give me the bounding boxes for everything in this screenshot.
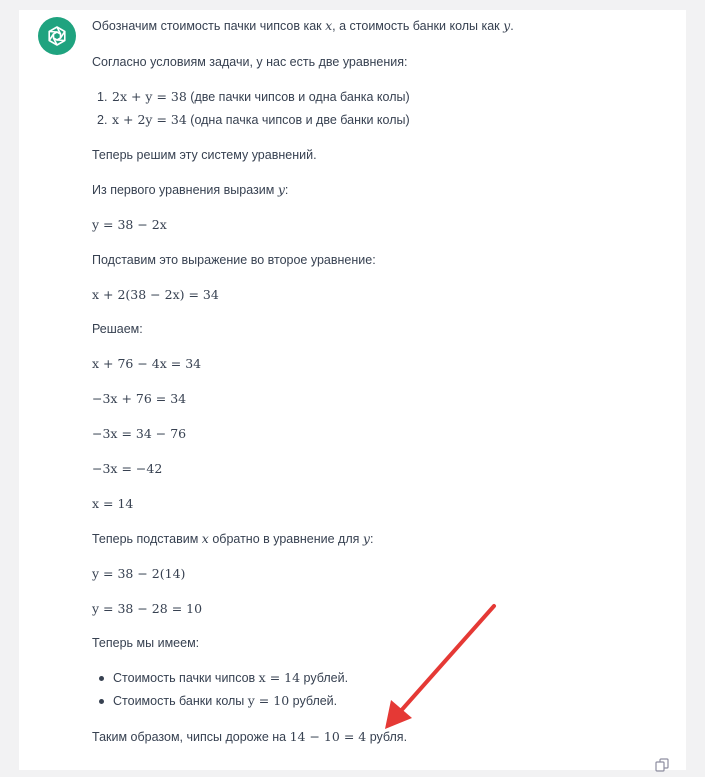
bullet-dot (99, 676, 104, 681)
bullet-dot (99, 699, 104, 704)
openai-logo-icon (45, 24, 69, 48)
step-equation: −3x + 76 = 34 (92, 391, 187, 406)
conclusion-text: Таким образом, чипсы дороже на 14 − 10 = 4 рубля. (92, 729, 408, 744)
step-equation: x + 76 − 4x = 34 (92, 356, 202, 371)
equation-back-1: y = 38 − 2(14) (92, 566, 186, 581)
now-have-text: Теперь мы имеем: (92, 636, 200, 650)
solving-text: Решаем: (92, 322, 143, 336)
step-equation: −3x = 34 − 76 (92, 426, 187, 441)
solve-system-text: Теперь решим эту систему уравнений. (92, 148, 317, 162)
assistant-avatar (38, 17, 76, 55)
equation-y: y = 38 − 2x (92, 217, 167, 232)
bullet-item-chips: Стоимость пачки чипсов x = 14 рублей. (113, 670, 349, 685)
express-y-text: Из первого уравнения выразим y: (92, 182, 289, 197)
step-equation: x = 14 (92, 496, 134, 511)
bullet-item-cola: Стоимость банки колы y = 10 рублей. (113, 693, 338, 708)
equation-item-2: x + 2y = 34 (одна пачка чипсов и две банки колы) (112, 112, 410, 127)
equation-substituted: x + 2(38 − 2x) = 34 (92, 287, 219, 302)
conditions-text: Согласно условиям задачи, у нас есть две уравнения: (92, 55, 408, 69)
intro-text: Обозначим стоимость пачки чипсов как x, а стоимость банки колы как y. (92, 18, 514, 33)
list-number-2: 2. (97, 113, 108, 127)
equation-back-2: y = 38 − 28 = 10 (92, 601, 203, 616)
equation-item-1: 2x + y = 38 (две пачки чипсов и одна банка колы) (112, 89, 410, 104)
list-number-1: 1. (97, 90, 108, 104)
back-sub-text: Теперь подставим x обратно в уравнение для y: (92, 531, 374, 546)
substitute-text: Подставим это выражение во второе уравнение: (92, 253, 376, 267)
step-equation: −3x = −42 (92, 461, 163, 476)
copy-button[interactable] (655, 758, 669, 777)
